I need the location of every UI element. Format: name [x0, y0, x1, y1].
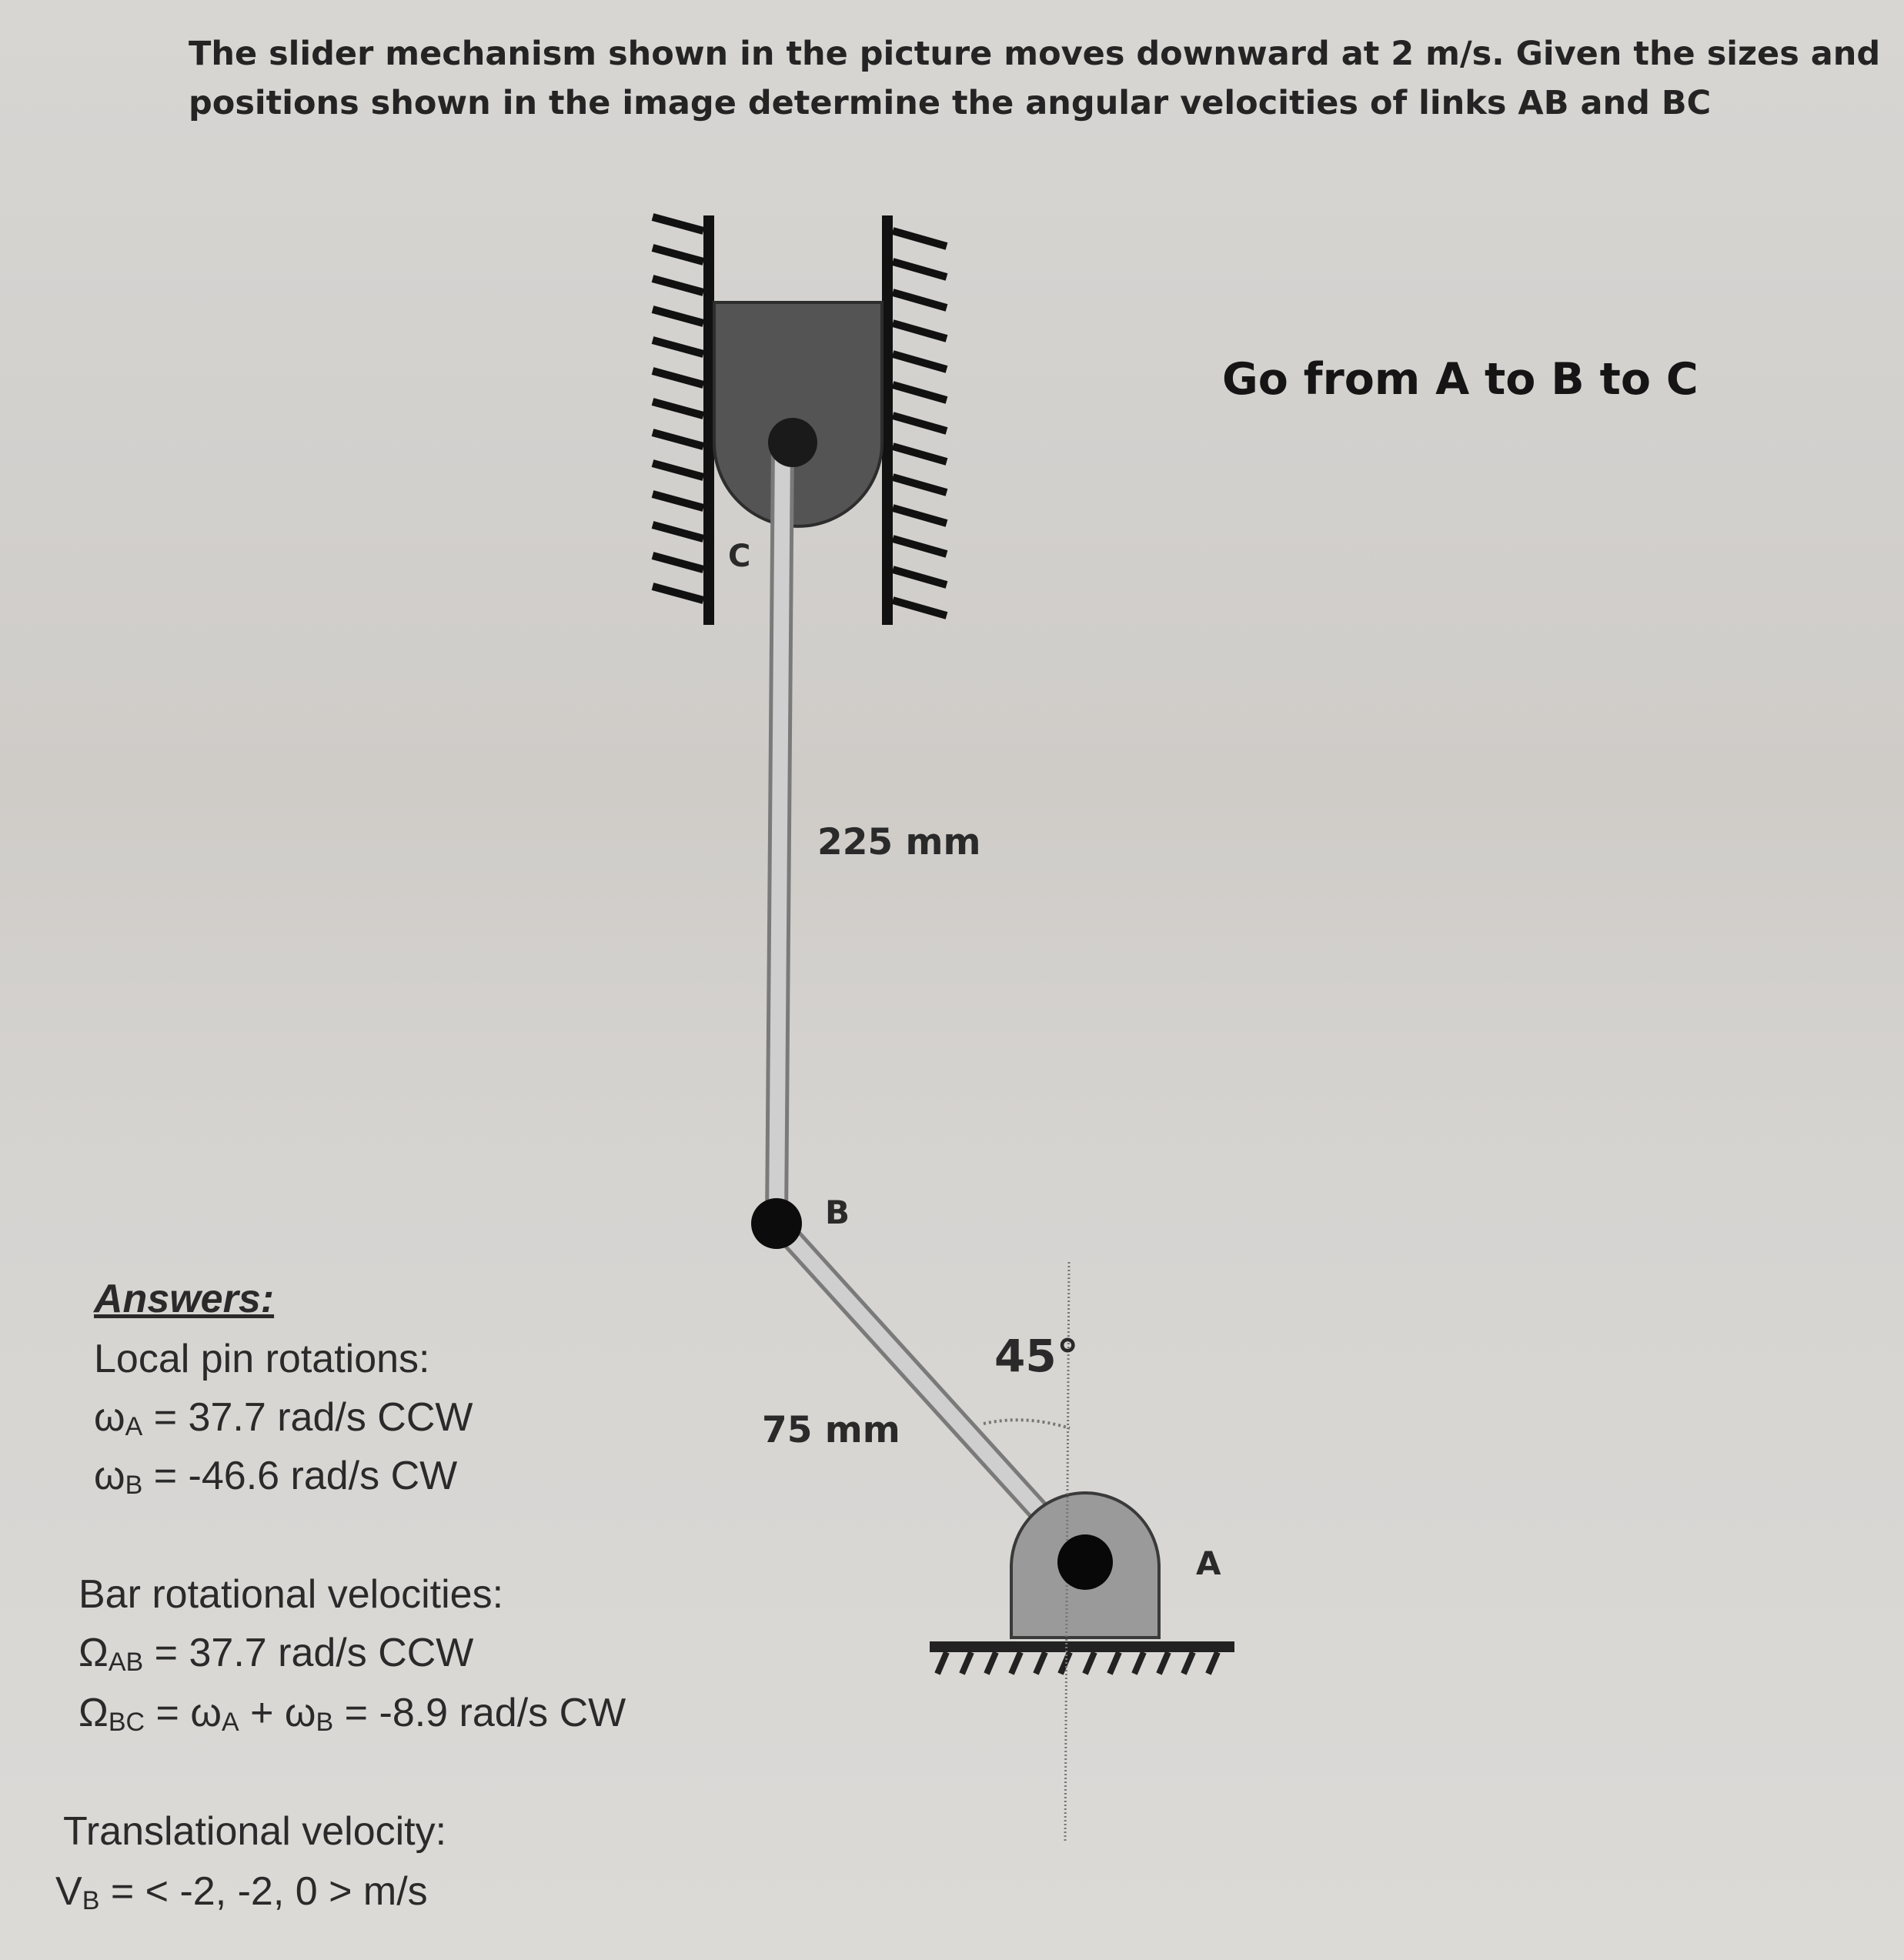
translational-title: Translational velocity:	[63, 1809, 447, 1854]
omega-ab-value: = 37.7 rad/s CCW	[143, 1631, 474, 1675]
omega-bc-sub-b: B	[316, 1708, 334, 1737]
omega-b-subscript: B	[125, 1471, 143, 1500]
link-bc	[777, 442, 783, 1222]
omega-b-answer	[94, 1453, 457, 1501]
label-a: A	[1196, 1544, 1221, 1582]
angle-arc	[984, 1420, 1070, 1428]
omega-bc-answer	[78, 1690, 626, 1738]
pin-b	[751, 1198, 802, 1249]
omega-ab-subscript: AB	[108, 1648, 144, 1677]
label-c: C	[728, 539, 751, 574]
label-b: B	[825, 1194, 850, 1231]
dimension-ab: 75 mm	[762, 1409, 900, 1451]
omega-bc-eq-2: + ω	[239, 1691, 316, 1735]
dimension-bc: 225 mm	[817, 821, 981, 863]
angle-label: 45°	[994, 1330, 1079, 1382]
vb-answer	[55, 1868, 428, 1916]
omega-b-value: = -46.6 rad/s CW	[142, 1454, 458, 1498]
ground-hatch	[930, 1647, 1234, 1674]
omega-a-answer	[94, 1394, 473, 1442]
bar-velocities-title: Bar rotational velocities:	[78, 1572, 504, 1617]
vb-symbol: V	[55, 1869, 82, 1914]
omega-ab-answer	[78, 1630, 473, 1678]
vb-value: = < -2, -2, 0 > m/s	[99, 1869, 428, 1914]
pin-a	[1057, 1534, 1113, 1590]
omega-a-subscript: A	[125, 1412, 143, 1441]
answers-heading: Answers:	[94, 1277, 275, 1321]
problem-line-1: The slider mechanism shown in the picture moves downward at 2 m/s. Given the sizes and	[189, 35, 1881, 73]
slider-block	[714, 302, 882, 526]
omega-a-symbol: ω	[94, 1395, 125, 1440]
omega-bc-value: = -8.9 rad/s CW	[333, 1691, 626, 1735]
omega-b-symbol: ω	[94, 1454, 125, 1498]
local-pin-title: Local pin rotations:	[94, 1337, 430, 1381]
omega-bc-sub-a: A	[221, 1708, 239, 1737]
omega-bc-subscript: BC	[108, 1708, 145, 1737]
hint-text: Go from A to B to C	[1222, 354, 1699, 405]
left-guide-wall	[653, 215, 714, 625]
vb-subscript: B	[82, 1886, 100, 1915]
problem-line-2: positions shown in the image determine the angular velocities of links AB and BC	[189, 84, 1712, 122]
omega-ab-symbol: Ω	[78, 1631, 109, 1675]
omega-bc-eq-1: = ω	[145, 1691, 222, 1735]
right-guide-wall	[882, 215, 947, 625]
omega-bc-symbol: Ω	[78, 1691, 109, 1735]
pin-c	[768, 418, 817, 467]
omega-a-value: = 37.7 rad/s CCW	[142, 1395, 473, 1440]
